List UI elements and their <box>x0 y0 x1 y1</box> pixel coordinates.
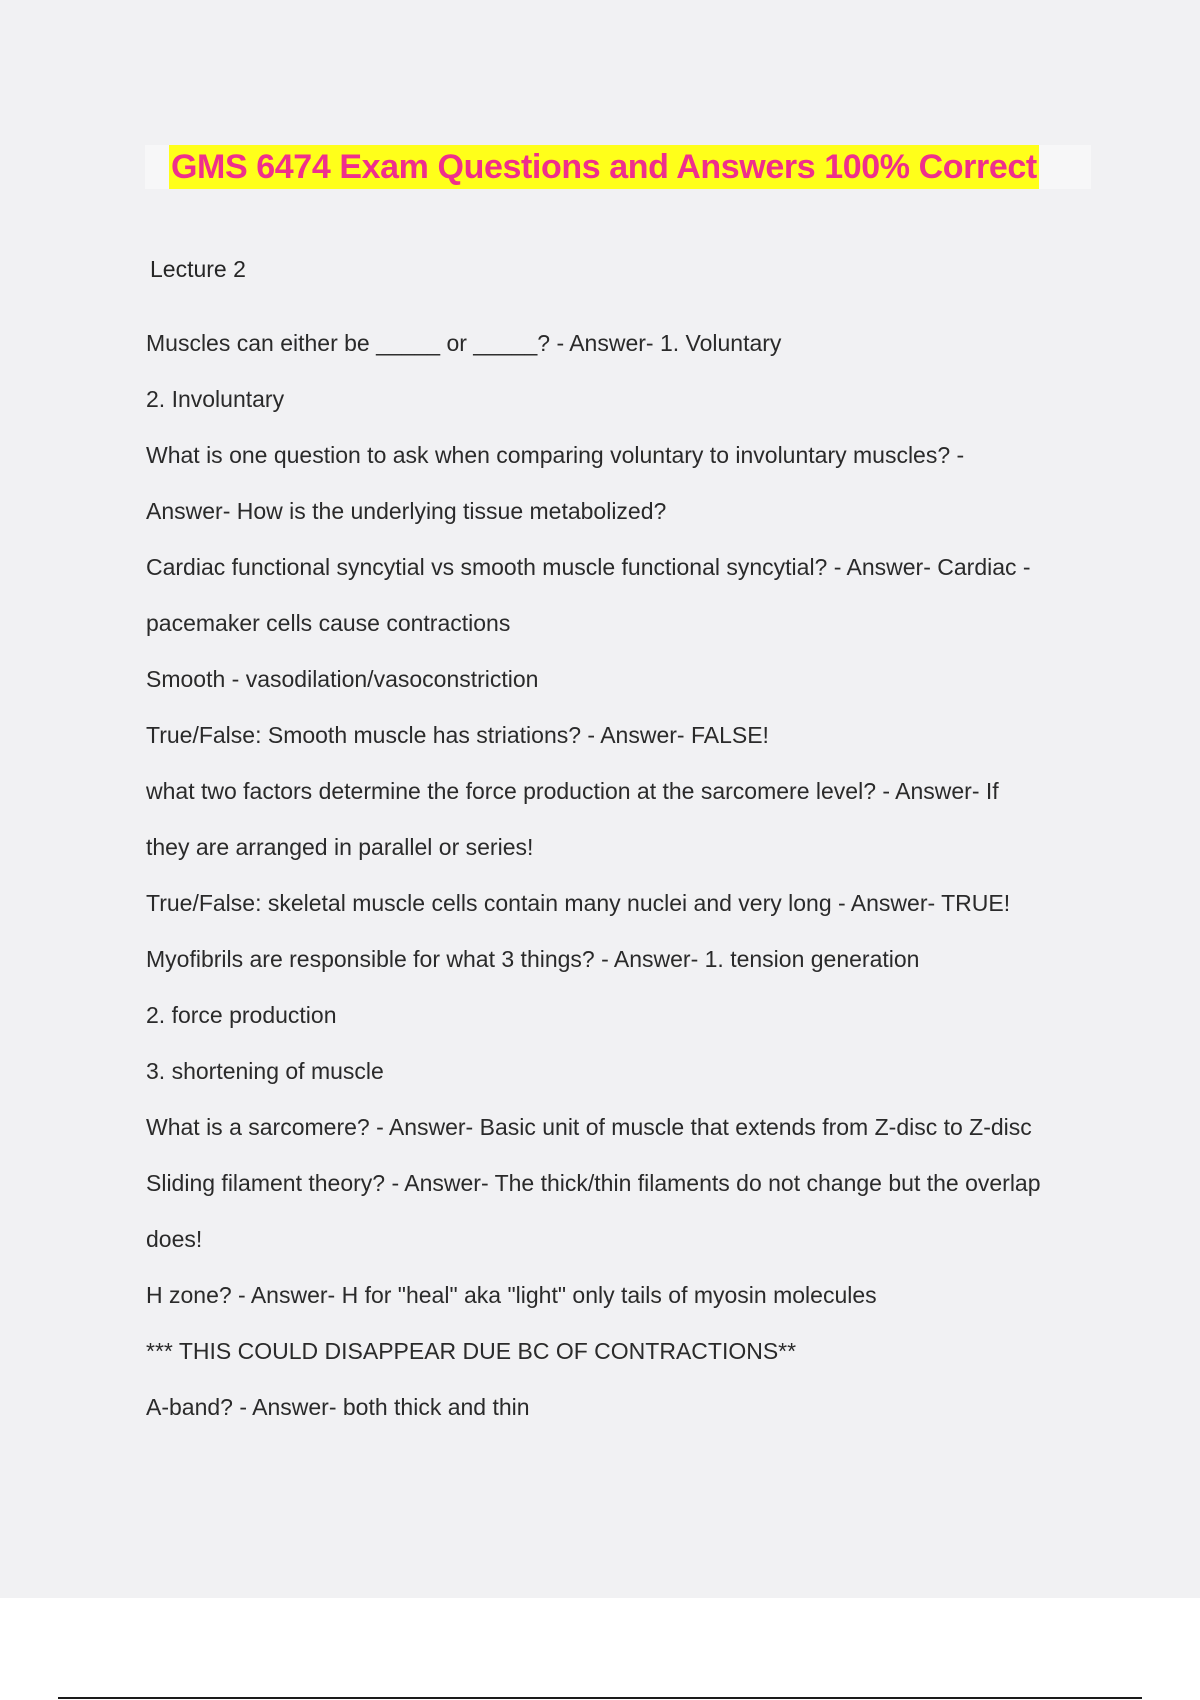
text-line: Myofibrils are responsible for what 3 things? - Answer- 1. tension generation <box>146 946 920 972</box>
footer-divider <box>58 1697 1142 1699</box>
text-line: Cardiac functional syncytial vs smooth muscle functional syncytial? - Answer- Cardiac - <box>146 554 1031 580</box>
text-line: 3. shortening of muscle <box>146 1058 384 1084</box>
text-line: True/False: Smooth muscle has striations? - Answer- FALSE! <box>146 722 769 748</box>
text-line: Sliding filament theory? - Answer- The thick/thin filaments do not change but the overlap <box>146 1170 1041 1196</box>
text-line: Muscles can either be _____ or _____? - Answer- 1. Voluntary <box>146 330 782 356</box>
text-line: what two factors determine the force production at the sarcomere level? - Answer- If <box>146 778 999 804</box>
text-line: What is one question to ask when comparing voluntary to involuntary muscles? - <box>146 442 965 468</box>
section-heading: Lecture 2 <box>150 256 246 282</box>
text-line: does! <box>146 1226 203 1252</box>
text-line: *** THIS COULD DISAPPEAR DUE BC OF CONTRACTIONS** <box>146 1338 797 1364</box>
text-line: True/False: skeletal muscle cells contain many nuclei and very long - Answer- TRUE! <box>146 890 1011 916</box>
text-line: Smooth - vasodilation/vasoconstriction <box>146 666 539 692</box>
text-line: they are arranged in parallel or series! <box>146 834 534 860</box>
text-line: Answer- How is the underlying tissue metabolized? <box>146 498 667 524</box>
text-line: 2. force production <box>146 1002 337 1028</box>
text-line: 2. Involuntary <box>146 386 285 412</box>
qa-text-block <box>146 325 1146 1445</box>
text-line: H zone? - Answer- H for "heal" aka "light" only tails of myosin molecules <box>146 1282 877 1308</box>
text-line: A-band? - Answer- both thick and thin <box>146 1394 530 1420</box>
text-line: What is a sarcomere? - Answer- Basic unit of muscle that extends from Z-disc to Z-disc <box>146 1114 1032 1140</box>
document-title: GMS 6474 Exam Questions and Answers 100% Correct <box>169 145 1039 189</box>
text-line: pacemaker cells cause contractions <box>146 610 511 636</box>
